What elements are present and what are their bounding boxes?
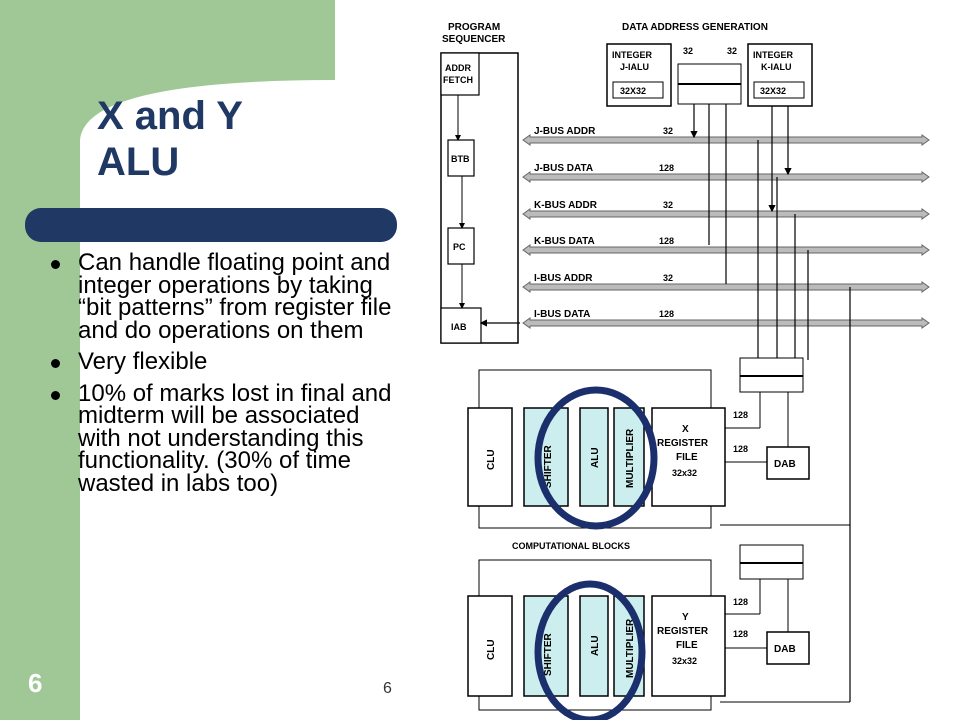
shifter-label-top: SHIFTER: [543, 445, 554, 488]
alu-label-top: ALU: [590, 447, 601, 468]
processor-block-diagram: [400, 0, 960, 720]
slide-number: 6: [28, 668, 43, 698]
bullet-text: Can handle floating point and integer operations by taking “bit patterns” from register file and do operations on them: [78, 249, 392, 344]
bullet-item: [48, 379, 396, 497]
bus-width: 128: [659, 236, 675, 246]
bullet-list: [48, 249, 396, 504]
bullet-dot: [51, 260, 60, 269]
bus-width: 32: [663, 273, 674, 283]
bus-label: J-BUS DATA: [534, 163, 594, 174]
ialu-width-label: 32: [683, 46, 694, 56]
x-rf-width: 128: [733, 444, 749, 454]
ialu-width-label: 32: [727, 46, 738, 56]
iab-label: IAB: [451, 322, 467, 332]
bullet-item: [48, 249, 396, 344]
bus-label: K-BUS ADDR: [534, 200, 597, 211]
bus-label: I-BUS DATA: [534, 309, 591, 320]
bullet-text: 10% of marks lost in final and midterm will be associated with not understanding this functionality. (30% of time wasted in labs too): [78, 379, 392, 497]
title-line-1: X and Y: [97, 94, 243, 138]
dab-label-bottom: DAB: [774, 644, 796, 655]
bullet-dot: [51, 359, 60, 368]
y-regfile-size: 32x32: [672, 656, 698, 666]
btb-label: BTB: [451, 154, 470, 164]
bullet-item: [48, 348, 396, 375]
pc-label: PC: [453, 242, 466, 252]
dab-label-top: DAB: [774, 459, 796, 470]
clu-label-top: CLU: [486, 449, 497, 470]
program-sequencer-box: [441, 53, 518, 343]
bullet-dot: [51, 391, 60, 400]
shifter-label-bottom: SHIFTER: [543, 633, 554, 676]
y-rf-width: 128: [733, 629, 749, 639]
clu-label-bottom: CLU: [486, 639, 497, 660]
bullet-text: Very flexible: [78, 348, 208, 375]
y-rf-width: 128: [733, 597, 749, 607]
title-line-2: ALU: [97, 140, 180, 184]
integer-k-ialu-label: INTEGER K-IALU: [753, 50, 794, 72]
footer-page-number: 6: [383, 680, 392, 697]
slide-title: [97, 93, 377, 185]
multiplier-label-top: MULTIPLIER: [625, 428, 636, 488]
k-ialu-size-label: 32X32: [760, 86, 787, 96]
computational-blocks-label: COMPUTATIONAL BLOCKS: [512, 541, 630, 551]
bus-label: K-BUS DATA: [534, 236, 595, 247]
bus-label: I-BUS ADDR: [534, 273, 593, 284]
x-rf-width: 128: [733, 410, 749, 420]
bus-width: 128: [659, 309, 675, 319]
x-regfile-size: 32x32: [672, 468, 698, 478]
bus-width: 32: [663, 200, 674, 210]
integer-j-ialu-label: INTEGER J-IALU: [612, 50, 653, 72]
accent-bar: [25, 208, 397, 242]
multiplier-label-bottom: MULTIPLIER: [625, 618, 636, 678]
y-register-file-label: Y REGISTER FILE: [657, 612, 709, 651]
bus-width: 32: [663, 126, 674, 136]
addr-fetch-box: [441, 53, 479, 95]
data-address-generation-label: DATA ADDRESS GENERATION: [622, 22, 768, 33]
j-ialu-size-label: 32X32: [620, 86, 647, 96]
program-sequencer-label: PROGRAM SEQUENCER: [442, 22, 506, 45]
alu-label-bottom: ALU: [590, 635, 601, 656]
addr-fetch-label: ADDR FETCH: [443, 63, 473, 85]
bus-width: 128: [659, 163, 675, 173]
x-register-file-label: X REGISTER FILE: [657, 424, 709, 463]
bus-label: J-BUS ADDR: [534, 126, 596, 137]
